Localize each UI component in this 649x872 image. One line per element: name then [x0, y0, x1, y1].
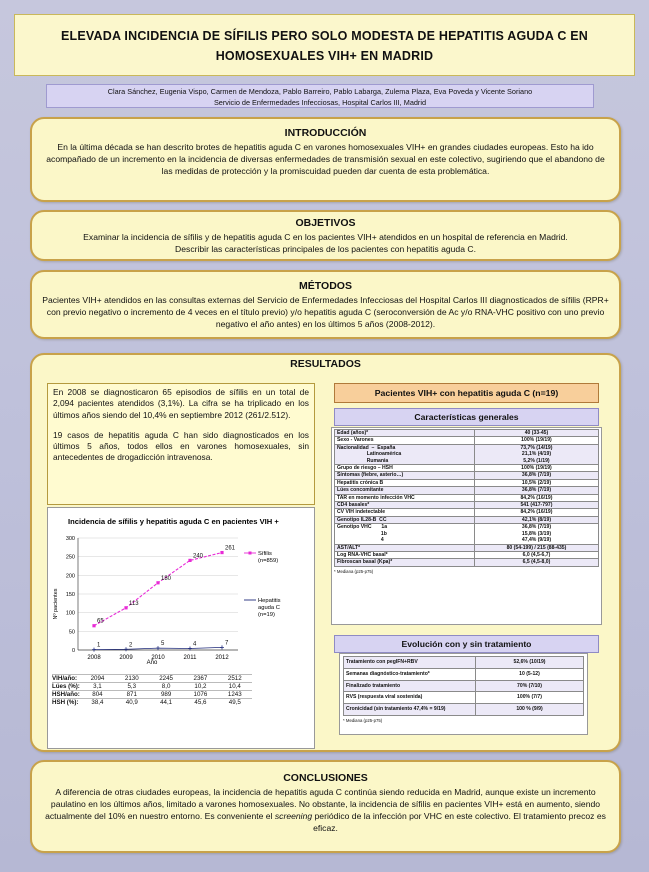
caracteristicas-row — [335, 494, 599, 501]
chart-data-label: 65 — [97, 618, 104, 625]
caracteristicas-row — [335, 479, 599, 486]
chart-table-row — [52, 675, 252, 683]
chart-table-row — [52, 683, 252, 691]
caracteristicas-value: 40 (33-45) — [474, 430, 598, 437]
chart-data-label: 180 — [161, 575, 172, 582]
conclusiones-emphasis: screening — [274, 811, 313, 821]
caracteristicas-value: 80 (54-199) / 215 (88-435) — [474, 544, 598, 551]
chart-y-tick-label: 100 — [65, 610, 75, 617]
chart-data-label: 7 — [225, 640, 229, 647]
objetivos-line-2: Describir las características principales de los pacientes con hepatitis aguda C. — [175, 244, 476, 254]
caracteristicas-value: 73,7% (14/19) 21,1% (4/19) 5,2% (1/19) — [474, 444, 598, 464]
evolucion-value: 100 % (9/9) — [476, 704, 584, 716]
evolucion-label: Semanas diagnóstico-tratamiento* — [344, 668, 476, 680]
chart-point — [92, 624, 95, 627]
caracteristicas-value: 100% (19/19) — [474, 437, 598, 444]
chart-x-tick-label: 2009 — [119, 655, 133, 661]
objetivos-heading: OBJETIVOS — [295, 217, 356, 229]
caracteristicas-label: Síntomas (fiebre, asterio…) — [335, 472, 475, 479]
chart-table-cell: 2367 — [193, 675, 208, 682]
caracteristicas-value: 84,2% (16/19) — [474, 494, 598, 501]
evolucion-label: Finalizado tratamiento — [344, 680, 476, 692]
chart-table-cell: 1243 — [227, 691, 242, 698]
caracteristicas-row — [335, 509, 599, 516]
chart-point — [156, 646, 160, 650]
chart-table-cell: 3,1 — [93, 683, 102, 690]
author-names: Clara Sánchez, Eugenia Vispo, Carmen de Mendoza, Pablo Barreiro, Pablo Labarga, Zulema Plaza, Eva Poveda y Vicente Soriano — [107, 87, 533, 96]
chart-table-cell: 2245 — [159, 675, 173, 682]
poster-title — [14, 14, 635, 76]
metodos-section — [30, 270, 621, 339]
caracteristicas-note: * Mediana (p25-p75) — [334, 568, 374, 574]
evolucion-label: Tratamiento con pegIFN+RBV — [344, 657, 476, 669]
chart-table-cell: 804 — [92, 691, 103, 698]
chart-table-cell: 10,2 — [194, 683, 207, 690]
chart-title: Incidencia de sífilis y hepatitis aguda C en pacientes VIH + — [68, 517, 279, 526]
evolucion-heading: Evolución con y sin tratamiento — [334, 635, 599, 653]
chart-point — [220, 645, 224, 649]
caracteristicas-value: 36,8% (7/19) — [474, 472, 598, 479]
chart-x-tick-label: 2008 — [87, 655, 101, 661]
caracteristicas-row — [335, 487, 599, 494]
caracteristicas-label: Hepatitis crónica B — [335, 479, 475, 486]
incidence-chart-svg — [48, 508, 316, 750]
caracteristicas-value: 541 (417-797) — [474, 502, 598, 509]
conclusiones-section — [30, 760, 621, 853]
chart-table-label: HSH (%): — [52, 699, 79, 706]
introduccion-section — [30, 117, 621, 202]
caracteristicas-label: TAR en momento infección VHC — [335, 494, 475, 501]
chart-table-label: VIH/año: — [52, 675, 78, 682]
chart-data-label: 113 — [129, 600, 139, 607]
chart-table-cell: 38,4 — [91, 699, 104, 706]
conclusiones-text-before: A diferencia de otras ciudades europeas, la incidencia de hepatitis aguda C continúa siendo reducida en Madrid, aunque existe un incremento paulatino en los últimos años, limitado a varones homosexuales. No obstante, la incidencia de sífilis en pacientes VIH+ está en aumento, siendo actualmente del 10% en nuestro entorno. Es conveniente el — [45, 787, 601, 821]
metodos-text: Pacientes VIH+ atendidos en las consultas externas del Servicio de Enfermedades Infecciosas del Hospital Carlos III diagnosticados de sífilis (RPR+ con previo negativo o incremento de 4 veces en el título previo) y/o hepatitis aguda C (seroconversión de Ac y/o RNA-VHC positivo con uno previo negativo el año antes) en los últimos 5 años (2008-2012). — [42, 295, 609, 329]
conclusiones-heading: CONCLUSIONES — [283, 772, 368, 784]
evolucion-row — [344, 680, 584, 692]
chart-legend-label: (n=859) — [258, 558, 279, 564]
chart-point — [124, 647, 128, 651]
metodos-heading: MÉTODOS — [299, 280, 352, 292]
caracteristicas-value: 84,2% (16/19) — [474, 509, 598, 516]
chart-y-tick-label: 250 — [65, 554, 75, 561]
caracteristicas-row — [335, 465, 599, 472]
chart-table-row — [52, 691, 252, 699]
evolucion-panel — [339, 653, 588, 735]
caracteristicas-row — [335, 551, 599, 558]
caracteristicas-value: 36,8% (7/19) 15,8% (3/19) 47,4% (9/19) — [474, 524, 598, 544]
chart-table-row — [52, 699, 252, 707]
caracteristicas-value: 6,5 (4,5-8,0) — [474, 559, 598, 566]
chart-table-label: HSH/año: — [52, 691, 80, 698]
chart-table-cell: 8,0 — [161, 683, 171, 690]
chart-data-label: 2 — [129, 642, 133, 649]
caracteristicas-value: 6,0 (4,5-6,7) — [474, 551, 598, 558]
chart-x-tick-label: 2012 — [215, 655, 229, 661]
chart-table-cell: 2512 — [227, 675, 242, 682]
caracteristicas-label: CV VIH indetectable — [335, 509, 475, 516]
evolucion-value: 100% (7/7) — [476, 692, 584, 704]
chart-data-label: 240 — [193, 553, 204, 560]
caracteristicas-label: Log RNA-VHC basal* — [335, 551, 475, 558]
chart-legend-marker — [249, 552, 252, 555]
chart-table-cell: 44,1 — [160, 699, 173, 706]
chart-table-cell: 10,4 — [228, 683, 241, 690]
chart-x-tick-label: 2011 — [183, 655, 197, 661]
chart-y-tick-label: 300 — [65, 536, 75, 542]
chart-legend-label: Hepatitis — [258, 598, 281, 604]
chart-table-cell: 2094 — [90, 675, 105, 682]
authors-banner — [46, 84, 594, 108]
caracteristicas-row — [335, 430, 599, 437]
resultados-heading: RESULTADOS — [290, 358, 361, 370]
caracteristicas-label: Genotipo IL28-B CC — [335, 516, 475, 523]
evolucion-label: Cronicidad (sin tratamiento 47,4% = 9/19) — [344, 704, 476, 716]
chart-table-label: Lúes (%): — [52, 683, 80, 690]
evolucion-row — [344, 657, 584, 669]
chart-y-tick-label: 200 — [65, 573, 75, 580]
chart-data-table — [52, 674, 252, 706]
chart-table-cell: 45,6 — [194, 699, 207, 706]
chart-table-cell: 49,5 — [228, 699, 241, 706]
evolucion-row — [344, 704, 584, 716]
caracteristicas-label: Grupo de riesgo – HSH — [335, 465, 475, 472]
caracteristicas-label: Nacionalidad – España Latinoamérica Rumania — [335, 444, 475, 464]
caracteristicas-label: Edad (años)* — [335, 430, 475, 437]
caracteristicas-row — [335, 444, 599, 464]
introduccion-text: En la última década se han descrito brotes de hepatitis aguda C en varones homosexuales VIH+ en grandes ciudades europeas. Esto ha ido acompañado de un incremento en la incidencia de diversas enfermedades de transmisión sexual en este colectivo, sugiriendo que el abandono de las medidas de protección y la promiscuidad pueden dar cuenta de esta problemática. — [46, 142, 605, 176]
chart-legend-label: (n=19) — [258, 612, 275, 618]
caracteristicas-label: Lúes concomitante — [335, 487, 475, 494]
chart-table-cell: 2130 — [124, 675, 139, 682]
chart-y-tick-label: 150 — [65, 592, 75, 598]
conclusiones-text — [40, 786, 611, 834]
pacientes-header: Pacientes VIH+ con hepatitis aguda C (n=19) — [334, 383, 599, 403]
chart-data-label: 1 — [97, 642, 101, 649]
evolucion-row — [344, 668, 584, 680]
chart-data-label: 261 — [225, 545, 236, 552]
caracteristicas-label: CD4 basales* — [335, 502, 475, 509]
evolucion-table — [343, 656, 584, 716]
caracteristicas-row — [335, 516, 599, 523]
evolucion-note: * Mediana (p25-p75) — [343, 717, 383, 723]
caracteristicas-row — [335, 544, 599, 551]
caracteristicas-row — [335, 472, 599, 479]
caracteristicas-table — [334, 429, 599, 567]
chart-x-axis-label: Año — [146, 660, 158, 666]
chart-data-label: 5 — [161, 641, 165, 648]
chart-point — [92, 648, 96, 652]
evolucion-value: 10 (5-12) — [476, 668, 584, 680]
resultados-para-1: En 2008 se diagnosticaron 65 episodios de sífilis en un total de 2,094 pacientes atendidos (3,1%). La cifra se ha triplicado en los últimos años siendo del 10,4% en septiembre 2012 (261/2.512). — [53, 387, 309, 420]
evolucion-value: 52,6% (10/19) — [476, 657, 584, 669]
chart-table-cell: 5,3 — [127, 683, 137, 690]
author-affiliation: Servicio de Enfermedades Infecciosas, Hospital Carlos III, Madrid — [213, 98, 427, 107]
chart-table-cell: 989 — [160, 691, 172, 698]
title-line-2: HOMOSEXUALES VIH+ EN MADRID — [215, 49, 434, 63]
chart-point — [124, 606, 127, 609]
chart-table-cell: 40,9 — [125, 699, 138, 706]
resultados-summary — [47, 383, 315, 505]
introduccion-heading: INTRODUCCIÓN — [284, 127, 367, 139]
chart-legend-label: Sífilis — [258, 551, 272, 557]
caracteristicas-value: 100% (19/19) — [474, 465, 598, 472]
chart-series-line — [94, 553, 222, 626]
chart-legend-label: aguda C — [258, 605, 280, 611]
chart-y-tick-label: 50 — [68, 629, 75, 636]
chart-y-tick-label: 0 — [71, 648, 75, 654]
incidence-chart — [47, 507, 315, 749]
evolucion-value: 70% (7/10) — [476, 680, 584, 692]
caracteristicas-label: AST/ALT* — [335, 544, 475, 551]
evolucion-row — [344, 692, 584, 704]
chart-point — [156, 581, 159, 584]
caracteristicas-row — [335, 437, 599, 444]
chart-x-tick-label: 2010 — [151, 655, 165, 661]
caracteristicas-row — [335, 502, 599, 509]
objetivos-line-1: Examinar la incidencia de sífilis y de hepatitis aguda C en los pacientes VIH+ atendidos en un hospital de referencia en Madrid. — [83, 232, 568, 242]
objetivos-section — [30, 210, 621, 261]
title-line-1: ELEVADA INCIDENCIA DE SÍFILIS PERO SOLO MODESTA DE HEPATITIS AGUDA C EN — [61, 29, 588, 43]
caracteristicas-panel — [331, 427, 602, 625]
resultados-para-2: 19 casos de hepatitis aguda C han sido diagnosticados en los últimos 5 años, todos ellos en varones homosexuales, sin antecedentes de drogadicción intravenosa. — [53, 429, 309, 463]
evolucion-label: RVS (respuesta viral sostenida) — [344, 692, 476, 704]
caracteristicas-label: Sexo - Varones — [335, 437, 475, 444]
caracteristicas-label: Fibroscan basal (Kpa)* — [335, 559, 475, 566]
caracteristicas-heading: Características generales — [334, 408, 599, 426]
chart-table-cell: 871 — [126, 691, 137, 698]
chart-point — [188, 559, 191, 562]
conclusiones-text-after: periódico de la infección por VHC en este colectivo. El tratamiento precoz es eficaz. — [312, 811, 606, 833]
caracteristicas-value: 10,5% (2/19) — [474, 479, 598, 486]
chart-data-label: 4 — [193, 641, 197, 648]
caracteristicas-label: Genotipo VHC 1a 1b 4 — [335, 524, 475, 544]
caracteristicas-row — [335, 559, 599, 566]
chart-table-cell: 1076 — [193, 691, 208, 698]
caracteristicas-row — [335, 524, 599, 544]
chart-point — [220, 551, 223, 554]
chart-y-axis-label: Nº pacientes — [53, 588, 59, 620]
caracteristicas-value: 42,1% (8/19) — [474, 516, 598, 523]
caracteristicas-value: 36,8% (7/19) — [474, 487, 598, 494]
